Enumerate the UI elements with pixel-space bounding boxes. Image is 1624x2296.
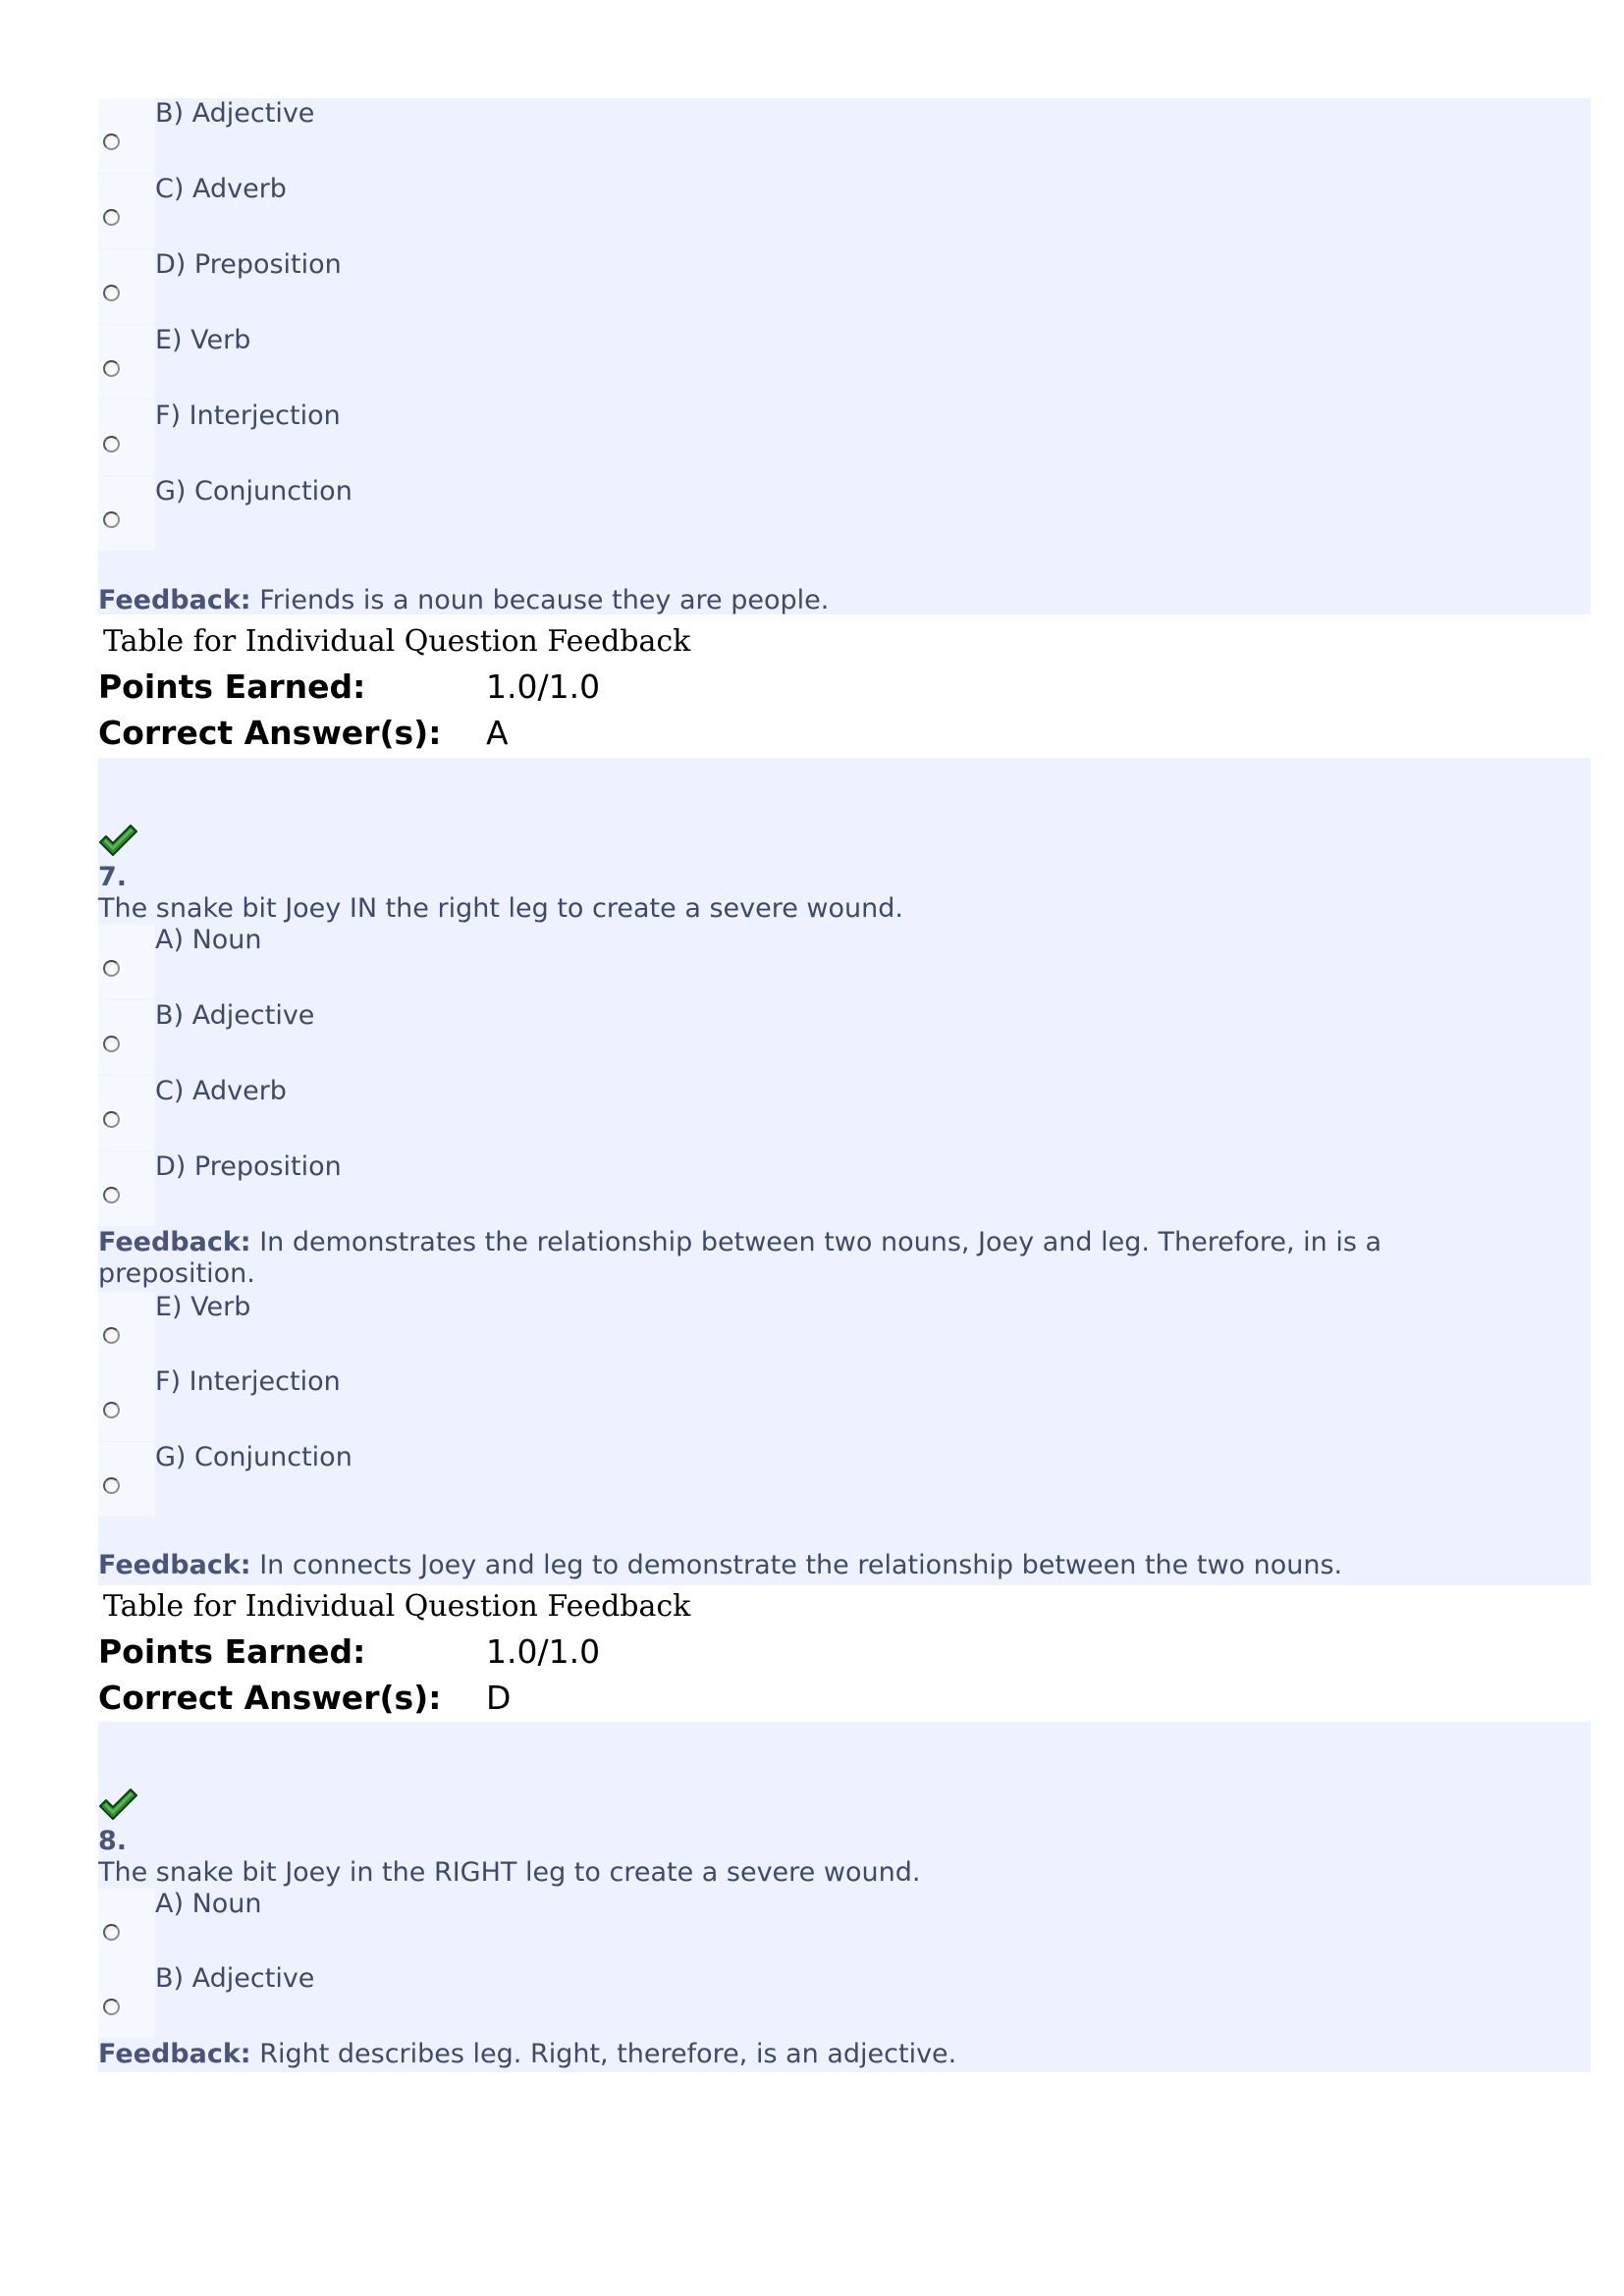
q8-option-a[interactable]	[98, 1889, 1591, 1963]
option-label: C) Adverb	[155, 174, 287, 204]
q7-option-f[interactable]	[98, 1366, 1591, 1441]
option-label: B) Adjective	[155, 1000, 315, 1031]
radio-cell	[98, 1000, 155, 1075]
radio-button[interactable]	[103, 1187, 120, 1203]
q7-correct-label: Correct Answer(s):	[98, 1679, 442, 1717]
radio-cell	[98, 1366, 155, 1441]
q8-feedback	[98, 2039, 1492, 2070]
radio-cell	[98, 98, 155, 173]
q7-option-feedback	[98, 1227, 1492, 1290]
radio-cell	[98, 1076, 155, 1150]
option-label: G) Conjunction	[155, 476, 352, 507]
radio-button[interactable]	[103, 1999, 120, 2015]
feedback-label: Feedback:	[98, 1550, 251, 1580]
radio-cell	[98, 249, 155, 324]
radio-button[interactable]	[103, 960, 120, 977]
feedback-text: Right describes leg. Right, therefore, is an adjective.	[250, 2039, 957, 2069]
q6-points-value: 1.0/1.0	[486, 667, 601, 706]
q7-table-caption: Table for Individual Question Feedback	[103, 1589, 691, 1624]
q6-option-c[interactable]	[98, 174, 1591, 248]
radio-button[interactable]	[103, 1036, 120, 1052]
radio-button[interactable]	[103, 1402, 120, 1418]
option-label: F) Interjection	[155, 400, 341, 431]
radio-cell	[98, 1889, 155, 1963]
option-label: A) Noun	[155, 1889, 262, 1919]
radio-button[interactable]	[103, 360, 120, 377]
q7-option-b[interactable]	[98, 1000, 1591, 1075]
q6-correct-value: A	[486, 714, 509, 752]
question-text: The snake bit Joey IN the right leg to create a severe wound.	[98, 893, 903, 924]
q6-option-f[interactable]	[98, 400, 1591, 475]
radio-button[interactable]	[103, 436, 120, 453]
radio-cell	[98, 1442, 155, 1517]
option-label: C) Adverb	[155, 1076, 287, 1106]
option-label: G) Conjunction	[155, 1442, 352, 1472]
feedback-label: Feedback:	[98, 585, 251, 615]
feedback-text: In demonstrates the relationship between two nouns, Joey and leg. Therefore, in is a preposition.	[98, 1227, 1382, 1289]
q7-points-label: Points Earned:	[98, 1632, 366, 1671]
q6-option-d[interactable]	[98, 249, 1591, 324]
q6-option-e[interactable]	[98, 325, 1591, 400]
radio-button[interactable]	[103, 1924, 120, 1941]
radio-cell	[98, 476, 155, 551]
option-label: A) Noun	[155, 925, 262, 955]
feedback-label: Feedback:	[98, 1227, 251, 1257]
radio-cell	[98, 400, 155, 475]
q6-option-b[interactable]	[98, 98, 1591, 173]
q7-points-value: 1.0/1.0	[486, 1632, 601, 1671]
q8-option-b[interactable]	[98, 1963, 1591, 2038]
q7-correct-value: D	[486, 1679, 512, 1717]
checkmark-icon	[98, 823, 137, 858]
radio-cell	[98, 174, 155, 248]
q6-feedback	[98, 585, 1492, 616]
feedback-text: Friends is a noun because they are people.	[250, 585, 830, 615]
question-text: The snake bit Joey in the RIGHT leg to create a severe wound.	[98, 1857, 921, 1888]
radio-cell	[98, 1151, 155, 1226]
question-number: 8.	[98, 1826, 128, 1856]
q6-option-g[interactable]	[98, 476, 1591, 551]
feedback-label: Feedback:	[98, 2039, 251, 2069]
radio-button[interactable]	[103, 1111, 120, 1128]
radio-button[interactable]	[103, 511, 120, 528]
option-label: E) Verb	[155, 1292, 251, 1322]
q7-option-e[interactable]	[98, 1292, 1591, 1366]
q6-correct-label: Correct Answer(s):	[98, 714, 442, 752]
radio-button[interactable]	[103, 209, 120, 226]
q7-option-c[interactable]	[98, 1076, 1591, 1150]
option-label: D) Preposition	[155, 249, 342, 280]
q7-option-g[interactable]	[98, 1442, 1591, 1517]
option-label: D) Preposition	[155, 1151, 342, 1182]
radio-cell	[98, 925, 155, 999]
checkmark-icon	[98, 1787, 137, 1822]
radio-cell	[98, 1292, 155, 1366]
q6-table-caption: Table for Individual Question Feedback	[103, 624, 691, 659]
option-label: B) Adjective	[155, 1963, 315, 1994]
radio-button[interactable]	[103, 1327, 120, 1344]
q7-option-d[interactable]	[98, 1151, 1591, 1226]
q6-points-label: Points Earned:	[98, 667, 366, 706]
question-number: 7.	[98, 862, 128, 892]
feedback-text: In connects Joey and leg to demonstrate the relationship between the two nouns.	[250, 1550, 1343, 1580]
radio-button[interactable]	[103, 1477, 120, 1494]
option-label: F) Interjection	[155, 1366, 341, 1397]
q7-feedback	[98, 1550, 1492, 1581]
option-label: B) Adjective	[155, 98, 315, 129]
option-label: E) Verb	[155, 325, 251, 355]
radio-cell	[98, 1963, 155, 2038]
q7-option-a[interactable]	[98, 925, 1591, 999]
radio-cell	[98, 325, 155, 400]
radio-button[interactable]	[103, 133, 120, 150]
radio-button[interactable]	[103, 285, 120, 301]
